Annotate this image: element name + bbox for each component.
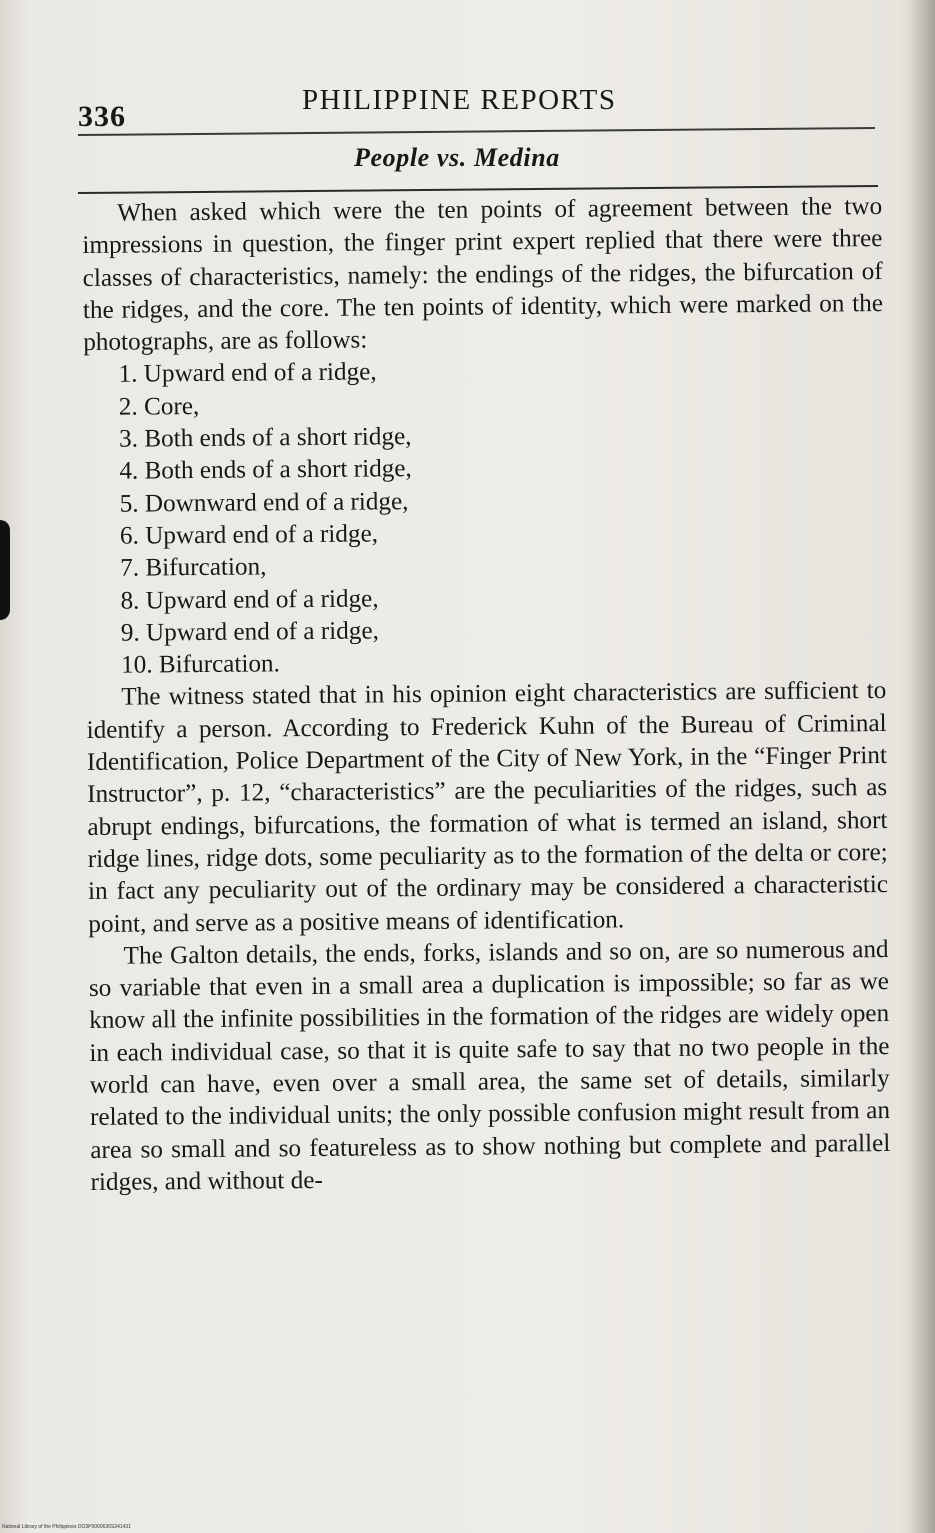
binding-shadow xyxy=(0,520,10,620)
list-item: 6. Upward end of a ridge, xyxy=(119,520,379,550)
paragraph-3: The Galton details, the ends, forks, islands and so on, are so numerous and so variable that even in a small area a duplication is impossible; so far as we know all the infinite possibilities in the formation of the ridges are widely open in each individual case, so that it is quite safe to say that no two people in the world can have, even over a small area, the same set of details, similarly related to the individual units; the only possible confusion might result from an area so small and so featureless as to show nothing but complete and parallel ridges, and without de- xyxy=(88,935,891,1196)
running-head: PHILIPPINE REPORTS xyxy=(302,84,617,116)
list-item: 8. Upward end of a ridge, xyxy=(120,584,379,615)
page-number: 336 xyxy=(78,100,126,133)
list-item: 2. Core, xyxy=(118,392,200,421)
body-text xyxy=(82,191,891,1199)
paragraph-1: When asked which were the ten points of agreement between the two impressions in question, the finger print expert replied that there were three classes of characteristics, namely: the endings of the ridges, the bifurcation of the ridges, and the core. The ten points of identity, which were marked on the photographs, are as follows: xyxy=(82,193,884,357)
page-header xyxy=(78,84,873,133)
list-item: 3. Both ends of a short ridge, xyxy=(118,423,412,453)
case-title: People vs. Medina xyxy=(354,143,560,172)
list-item: 5. Downward end of a ridge, xyxy=(119,487,409,518)
paragraph-2: The witness stated that in his opinion eight characteristics are sufficient to identify a person. According to Frederick Kuhn of the Bureau of Criminal Identification, Police Department of the City of New York, in the “Finger Print Instructor”, p. 12, “characteristics” are the peculiarities of the ridges, such as abrupt endings, bifurcations, the formation of what is termed an island, short ridge lines, ridge dots, some peculiarity as to the formation of the delta or core; in fact any peculiarity out of the ordinary may be considered a characteristic point, and serve as a positive means of identification. xyxy=(86,677,889,938)
page-edge-shadow xyxy=(907,0,935,1533)
identity-points-list xyxy=(83,352,886,682)
list-item: 4. Both ends of a short ridge, xyxy=(119,455,412,486)
scan-source-tag: National Library of the Philippines DO3P0000636S341431 xyxy=(2,1524,131,1530)
list-item: 7. Bifurcation, xyxy=(120,553,267,582)
list-item: 9. Upward end of a ridge, xyxy=(120,617,379,647)
list-item: 1. Upward end of a ridge, xyxy=(118,358,377,389)
list-item: 10. Bifurcation. xyxy=(120,650,280,679)
